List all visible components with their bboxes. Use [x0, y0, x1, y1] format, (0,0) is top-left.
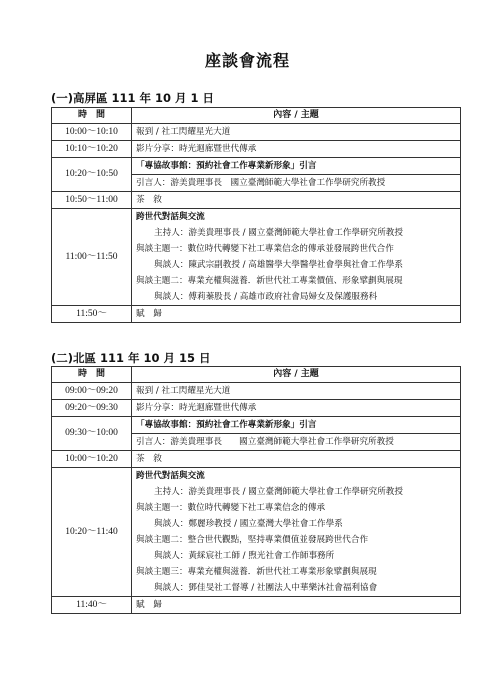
content-line: 與談人：鄧佳旻社工督導 / 社團法人中華樂沐社會福利協會: [154, 583, 378, 593]
content-line: 與談人：陳武宗副教授 / 高雄醫學大學醫學社會學與社會工作學系: [154, 260, 403, 270]
row-content: [132, 158, 461, 192]
row-content: [132, 124, 461, 141]
content-line: 茶 敘: [136, 454, 162, 464]
section-heading-1: (一)高屏區 111 年 10 月 1 日: [51, 91, 215, 105]
section-heading-2: (二)北區 111 年 10 月 15 日: [51, 351, 211, 365]
content-line: 茶 敘: [136, 195, 162, 205]
content-line: 與談主題二：整合世代觀點，堅持專業價值並發展跨世代合作: [136, 535, 369, 545]
table-row: [52, 209, 461, 306]
table-row: [52, 383, 461, 400]
header-content: 內容 / 主題: [132, 108, 461, 124]
content-line: 報到 / 社工閃耀星光大道: [136, 127, 231, 137]
row-time: 10:20～11:40: [52, 468, 132, 597]
content-line: 「專協故事館：預約社會工作專業新形象」引言: [132, 417, 461, 434]
table-row: [52, 451, 461, 468]
content-line: 引言人：游美貴理事長 國立臺灣師範大學社會工作學研究所教授: [136, 437, 394, 447]
row-content: [132, 451, 461, 468]
content-line: 與談人：傅莉蓁股長 / 高雄市政府社會局婦女及保護服務科: [154, 292, 378, 302]
content-line: 跨世代對話與交流: [136, 212, 205, 222]
content-line: 跨世代對話與交流: [136, 471, 205, 481]
table-header-row: [52, 367, 461, 383]
row-content: [132, 597, 461, 614]
row-content: [132, 192, 461, 209]
content-line: 與談主題三：專業充權與滋養．新世代社工專業形象擘劃與展現: [136, 567, 377, 577]
content-line: 與談主題一：數位時代轉變下社工專業信念的傳承: [136, 503, 326, 513]
content-line: 與談人：黃綵宸社工師 / 煦光社會工作師事務所: [154, 551, 335, 561]
table-row: [52, 192, 461, 209]
row-content: [132, 468, 461, 597]
table-row: [52, 141, 461, 158]
table-row: [52, 417, 461, 451]
table-row: [52, 158, 461, 192]
row-content: [132, 383, 461, 400]
row-time: 09:30～10:00: [52, 417, 132, 451]
table-row: [52, 468, 461, 597]
row-time: 11:40～: [52, 597, 132, 614]
row-time: 10:50～11:00: [52, 192, 132, 209]
row-content: [132, 141, 461, 158]
content-line: 影片分享：時光迴廊暨世代傳承: [136, 403, 257, 413]
schedule-table-2: [51, 366, 461, 614]
row-content: [132, 209, 461, 306]
content-line: 與談主題一：數位時代轉變下社工專業信念的傳承並發展跨世代合作: [136, 244, 394, 254]
content-line: 引言人：游美貴理事長 國立臺灣師範大學社會工作學研究所教授: [136, 178, 386, 188]
row-content: [132, 417, 461, 451]
header-time: 時 間: [52, 367, 132, 383]
content-line: 影片分享：時光迴廊暨世代傳承: [136, 144, 257, 154]
content-line: 賦 歸: [136, 309, 162, 319]
row-time: 09:20～09:30: [52, 400, 132, 417]
content-line: 主持人：游美貴理事長 / 國立臺灣師範大學社會工作學研究所教授: [154, 228, 403, 238]
table-row: [52, 597, 461, 614]
content-line: 與談主題二：專業充權與滋養．新世代社工專業價值、形象擘劃與展現: [136, 276, 403, 286]
row-content: [132, 306, 461, 323]
content-line: 與談人：鄭麗珍教授 / 國立臺灣大學社會工作學系: [154, 519, 343, 529]
table-header-row: [52, 108, 461, 124]
header-time: 時 間: [52, 108, 132, 124]
row-time: 10:20～10:50: [52, 158, 132, 192]
content-line: 「專協故事館：預約社會工作專業新形象」引言: [132, 158, 461, 175]
page-title: 座談會流程: [204, 51, 290, 70]
content-line: 主持人：游美貴理事長 / 國立臺灣師範大學社會工作學研究所教授: [154, 487, 403, 497]
row-time: 10:00～10:10: [52, 124, 132, 141]
row-time: 10:10～10:20: [52, 141, 132, 158]
row-time: 11:50～: [52, 306, 132, 323]
content-line: 賦 歸: [136, 600, 162, 610]
row-content: [132, 400, 461, 417]
header-content: 內容 / 主題: [132, 367, 461, 383]
content-line: 報到 / 社工閃耀星光大道: [136, 386, 231, 396]
table-row: [52, 306, 461, 323]
table-row: [52, 400, 461, 417]
row-time: 09:00～09:20: [52, 383, 132, 400]
schedule-table-1: [51, 107, 461, 323]
table-row: [52, 124, 461, 141]
row-time: 11:00～11:50: [52, 209, 132, 306]
row-time: 10:00～10:20: [52, 451, 132, 468]
